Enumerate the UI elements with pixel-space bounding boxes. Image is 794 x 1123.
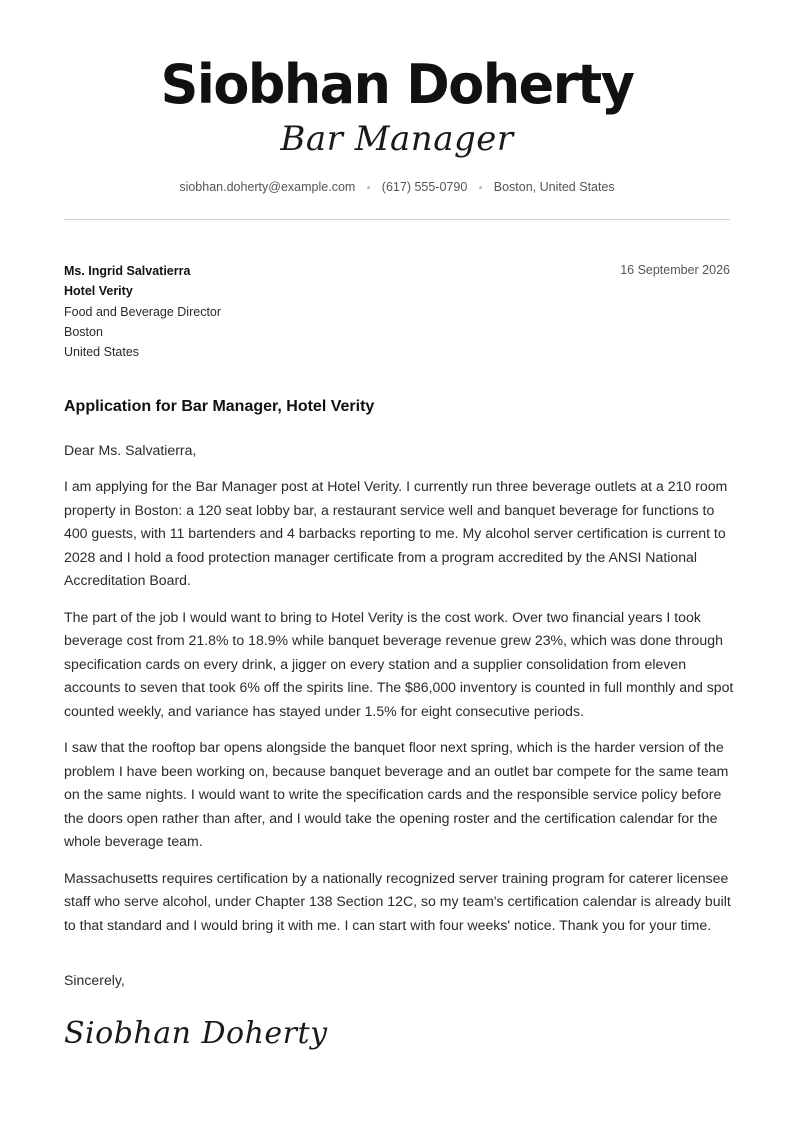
recipient-role: Food and Beverage Director — [64, 304, 222, 319]
recipient-company: Hotel Verity — [64, 284, 133, 299]
letter-subject: Application for Bar Manager, Hotel Verity — [64, 398, 375, 415]
contact-email: siobhan.doherty@example.com — [179, 180, 356, 194]
recipient-name: Ms. Ingrid Salvatierra — [64, 264, 191, 278]
applicant-name: Siobhan Doherty — [160, 53, 634, 116]
signature: Siobhan Doherty — [64, 1016, 328, 1051]
recipient-city: Boston — [64, 324, 103, 339]
letter-body — [64, 439, 734, 950]
contact-line — [0, 178, 794, 198]
closing: Sincerely, — [64, 972, 125, 988]
letter-date: 16 September 2026 — [620, 263, 730, 277]
contact-location: Boston, United States — [493, 180, 615, 194]
job-title: Bar Manager — [280, 119, 514, 159]
body-paragraph: I saw that the rooftop bar opens alongside the banquet floor next spring, which is the harder version of the problem I have been working on, because banquet beverage and an outlet bar compete for the same team on the same nights. I would want to write the specification cards and the responsible service policy before the doors open rather than after, and I would take the opening roster and the certification calendar for the whole beverage team. — [64, 739, 729, 850]
contact-separator: • — [366, 183, 371, 194]
recipient-country: United States — [64, 345, 140, 360]
header-divider — [64, 219, 730, 220]
recipient-block — [64, 261, 221, 362]
body-paragraph: I am applying for the Bar Manager post at Hotel Verity. I currently run three beverage outlets at a 210 room property in Boston: a 120 seat lobby bar, a restaurant service well and banquet beverage for functions to 400 guests, with 11 bartenders and 4 barbacks reporting to me. My alcohol server certification is current to 2028 and I hold a food protection manager certificate from a program accredited by the ANSI National Accreditation Board. — [64, 478, 728, 589]
contact-separator: • — [478, 183, 483, 194]
body-paragraph: The part of the job I would want to bring to Hotel Verity is the cost work. Over two financial years I took beverage cost from 21.8% to 18.9% while banquet beverage revenue grew 23%, which was done through specification cards on every drink, a jigger on every station and a supplier consolidation from eleven accounts to seven that took 6% off the spirits line. The $86,000 inventory is counted in full monthly and spot counted weekly, and variance has stayed under 1.5% for eight consecutive periods. — [64, 608, 734, 719]
body-paragraph: Massachusetts requires certification by a nationally recognized server training program for caterer licensee staff who serve alcohol, under Chapter 138 Section 12C, so my team's certification calendar is already built to that standard and I would bring it with me. I can start with four weeks' notice. Thank you for your time. — [64, 869, 731, 933]
salutation: Dear Ms. Salvatierra, — [64, 442, 197, 458]
contact-phone: (617) 555-0790 — [381, 180, 468, 194]
